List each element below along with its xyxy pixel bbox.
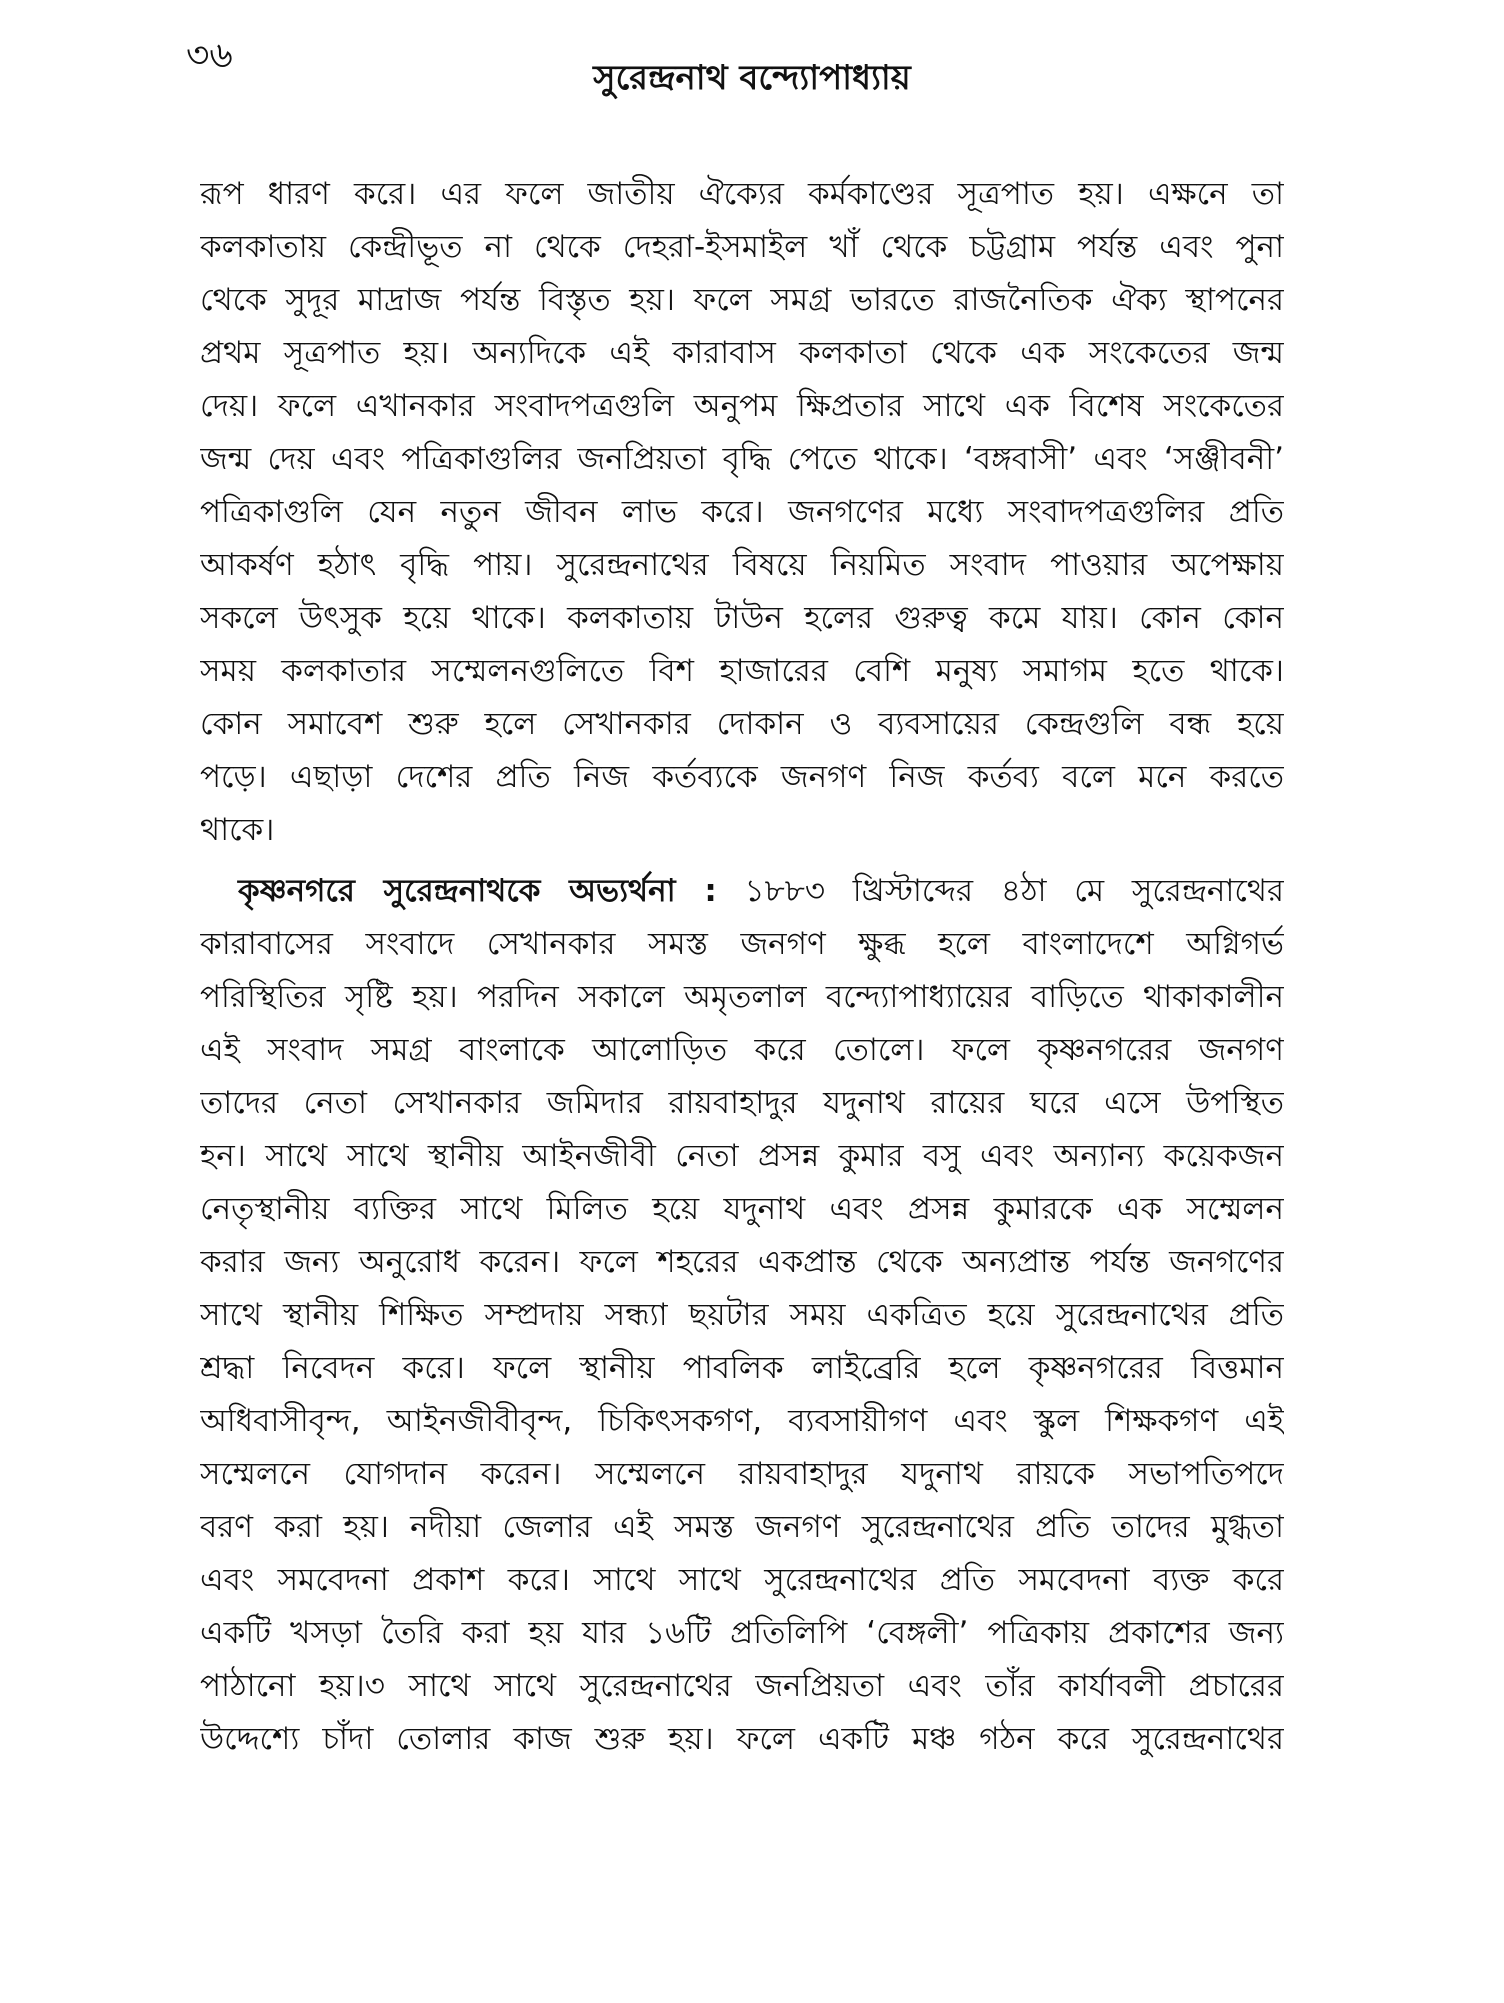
text-line: সকলে উৎসুক হয়ে থাকে। কলকাতায় টাউন হলের গুরুত্ব কমে যায়। কোন কোন (200, 600, 1284, 636)
text-line: সম্মেলনে যোগদান করেন। সম্মেলনে রায়বাহাদুর যদুনাথ রায়কে সভাপতিপদে (200, 1456, 1284, 1492)
paragraph-2 (200, 865, 1284, 1766)
text-line: পরিস্থিতির সৃষ্টি হয়। পরদিন সকালে অমৃতলাল বন্দ্যোপাধ্যায়ের বাড়িতে থাকাকালীন (200, 979, 1284, 1015)
text-line: পাঠানো হয়।৩ সাথে সাথে সুরেন্দ্রনাথের জনপ্রিয়তা এবং তাঁর কার্যাবলী প্রচারের (200, 1668, 1284, 1704)
paragraph-gap (200, 857, 1284, 865)
text-line: কারাবাসের সংবাদে সেখানকার সমস্ত জনগণ ক্ষুব্ধ হলে বাংলাদেশে অগ্নিগর্ভ (200, 926, 1284, 962)
text-line: থেকে সুদূর মাদ্রাজ পর্যন্ত বিস্তৃত হয়। ফলে সমগ্র ভারতে রাজনৈতিক ঐক্য স্থাপনের (200, 282, 1284, 318)
text-line: একটি খসড়া তৈরি করা হয় যার ১৬টি প্রতিলিপি ‘বেঙ্গলী’ পত্রিকায় প্রকাশের জন্য (200, 1615, 1284, 1651)
paragraph-1 (200, 168, 1284, 857)
text-line: সময় কলকাতার সম্মেলনগুলিতে বিশ হাজারের বেশি মনুষ্য সমাগম হতে থাকে। (200, 653, 1284, 689)
text-line: থাকে। (200, 812, 275, 848)
text-line: রূপ ধারণ করে। এর ফলে জাতীয় ঐক্যের কর্মকাণ্ডের সূত্রপাত হয়। এক্ষনে তা (200, 176, 1284, 212)
text-line: দেয়। ফলে এখানকার সংবাদপত্রগুলি অনুপম ক্ষিপ্রতার সাথে এক বিশেষ সংকেতের (200, 388, 1284, 424)
text-line: প্রথম সূত্রপাত হয়। অন্যদিকে এই কারাবাস কলকাতা থেকে এক সংকেতের জন্ম (200, 335, 1284, 371)
text-line: এবং সমবেদনা প্রকাশ করে। সাথে সাথে সুরেন্দ্রনাথের প্রতি সমবেদনা ব্যক্ত করে (200, 1562, 1284, 1598)
text-line: তাদের নেতা সেখানকার জমিদার রায়বাহাদুর যদুনাথ রায়ের ঘরে এসে উপস্থিত (200, 1085, 1284, 1121)
running-head: সুরেন্দ্রনাথ বন্দ্যোপাধ্যায় (593, 58, 911, 98)
page-body (200, 168, 1284, 1766)
text-line: আকর্ষণ হঠাৎ বৃদ্ধি পায়। সুরেন্দ্রনাথের বিষয়ে নিয়মিত সংবাদ পাওয়ার অপেক্ষায় (200, 547, 1284, 583)
text-line: নেতৃস্থানীয় ব্যক্তির সাথে মিলিত হয়ে যদুনাথ এবং প্রসন্ন কুমারকে এক সম্মেলন (200, 1191, 1284, 1227)
text-line: বরণ করা হয়। নদীয়া জেলার এই সমস্ত জনগণ সুরেন্দ্রনাথের প্রতি তাদের মুগ্ধতা (200, 1509, 1284, 1545)
text-line: সাথে স্থানীয় শিক্ষিত সম্প্রদায় সন্ধ্যা ছয়টার সময় একত্রিত হয়ে সুরেন্দ্রনাথের প্রতি (200, 1297, 1284, 1333)
text-line: পড়ে। এছাড়া দেশের প্রতি নিজ কর্তব্যকে জনগণ নিজ কর্তব্য বলে মনে করতে (200, 759, 1284, 795)
text-line: করার জন্য অনুরোধ করেন। ফলে শহরের একপ্রান্ত থেকে অন্যপ্রান্ত পর্যন্ত জনগণের (200, 1244, 1284, 1280)
text-line: এই সংবাদ সমগ্র বাংলাকে আলোড়িত করে তোলে। ফলে কৃষ্ণনগরের জনগণ (200, 1032, 1284, 1068)
text-line: অধিবাসীবৃন্দ, আইনজীবীবৃন্দ, চিকিৎসকগণ, ব্যবসায়ীগণ এবং স্কুল শিক্ষকগণ এই (200, 1403, 1284, 1439)
heading-line-rest: ১৮৮৩ খ্রিস্টাব্দের ৪ঠা মে সুরেন্দ্রনাথের (716, 873, 1284, 909)
page-number: ৩৬ (186, 35, 233, 76)
text-line: উদ্দেশ্যে চাঁদা তোলার কাজ শুরু হয়। ফলে একটি মঞ্চ গঠন করে সুরেন্দ্রনাথের (200, 1721, 1284, 1757)
section-heading: কৃষ্ণনগরে সুরেন্দ্রনাথকে অভ্যর্থনা : (238, 873, 717, 909)
text-line: কলকাতায় কেন্দ্রীভূত না থেকে দেহরা-ইসমাইল খাঁ থেকে চট্টগ্রাম পর্যন্ত এবং পুনা (200, 229, 1284, 265)
text-line: হন। সাথে সাথে স্থানীয় আইনজীবী নেতা প্রসন্ন কুমার বসু এবং অন্যান্য কয়েকজন (200, 1138, 1284, 1174)
text-line (200, 865, 1284, 918)
text-line: পত্রিকাগুলি যেন নতুন জীবন লাভ করে। জনগণের মধ্যে সংবাদপত্রগুলির প্রতি (200, 494, 1284, 530)
text-line: জন্ম দেয় এবং পত্রিকাগুলির জনপ্রিয়তা বৃদ্ধি পেতে থাকে। ‘বঙ্গবাসী’ এবং ‘সঞ্জীবনী’ (200, 441, 1284, 477)
text-line: শ্রদ্ধা নিবেদন করে। ফলে স্থানীয় পাবলিক লাইব্রেরি হলে কৃষ্ণনগরের বিত্তমান (200, 1350, 1284, 1386)
text-line: কোন সমাবেশ শুরু হলে সেখানকার দোকান ও ব্যবসায়ের কেন্দ্রগুলি বন্ধ হয়ে (200, 706, 1284, 742)
